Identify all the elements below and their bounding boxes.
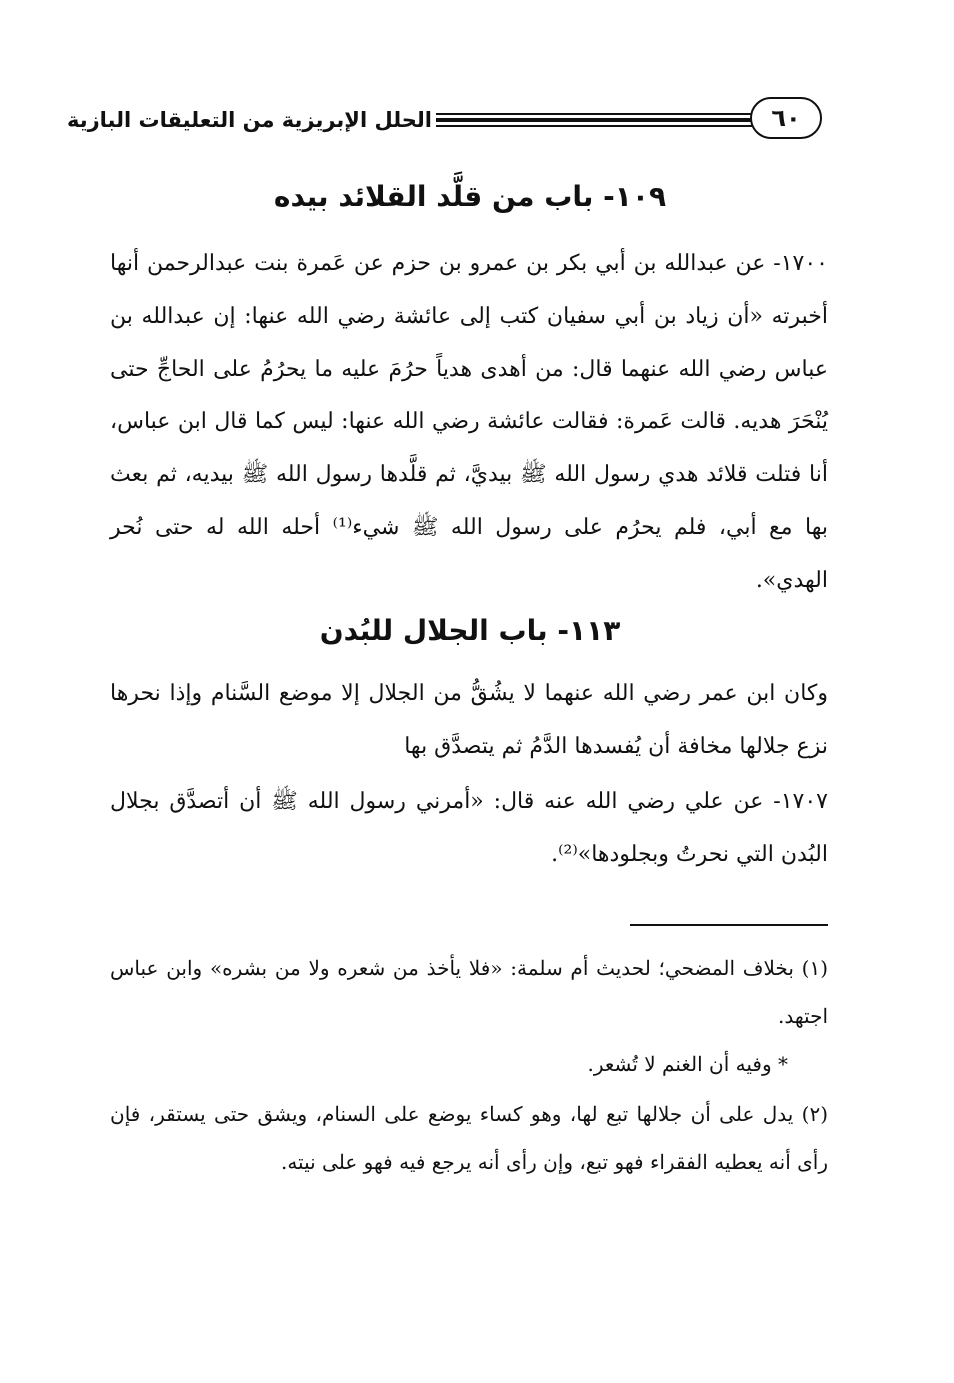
page-number: ٦٠ (750, 97, 822, 139)
header-rule (436, 113, 752, 115)
hadith-paragraph: ١٧٠٠- عن عبدالله بن أبي بكر بن عمرو بن حزم عن عَمرة بنت عبدالرحمن أنها أخبرته «أن زياد بن أبي سفيان كتب إلى عائشة رضي الله عنها: إن عبدالله بن عباس رضي الله عنهما قال: من أهدى هدياً حرُمَ عليه ما يحرُمُ على الحاجِّ حتى يُنْحَرَ هديه. قالت عَمرة: فقالت عائشة رضي الله عنها: ليس كما قال ابن عباس، أنا فتلت قلائد هدي رسول الله ﷺ بيديَّ، ثم قلَّدها رسول الله ﷺ بيديه، ثم بعث بها مع أبي، فلم يحرُم على رسول الله ﷺ شيء⁽¹⁾ أحله الله له حتى نُحر الهدي». (110, 251, 828, 593)
footnote: (١) بخلاف المضحي؛ لحديث أم سلمة: «فلا يأخذ من شعره ولا من بشره» وابن عباس اجتهد. (110, 956, 828, 1028)
narration-paragraph: وكان ابن عمر رضي الله عنهما لا يشُقُّ من الجلال إلا موضع السَّنام وإذا نحرها نزع جلالها مخافة أن يُفسدها الدَّمُ ثم يتصدَّق بها (110, 681, 828, 759)
running-title: الحلل الإبريزية من التعليقات البازية (66, 108, 432, 132)
footnote-note: * وفيه أن الغنم لا تُشعر. (587, 1052, 788, 1076)
footnote: (٢) يدل على أن جلالها تبع لها، وهو كساء يوضع على السنام، ويشق حتى يستقر، فإن رأى أنه يعطيه الفقراء فهو تبع، وإن رأى أنه يرجع فيه فهو على نيته. (110, 1102, 828, 1174)
header-rule (436, 118, 752, 122)
chapter-heading: ١١٣- باب الجلال للبُدن (319, 614, 621, 647)
header-rule (436, 125, 752, 127)
footnote-separator (630, 924, 828, 926)
hadith-paragraph: ١٧٠٧- عن علي رضي الله عنه قال: «أمرني رسول الله ﷺ أن أتصدَّق بجلال البُدن التي نحرتُ وبجلودها»⁽²⁾. (110, 789, 828, 867)
chapter-heading: ١٠٩- باب من قلَّد القلائد بيده (273, 180, 667, 213)
